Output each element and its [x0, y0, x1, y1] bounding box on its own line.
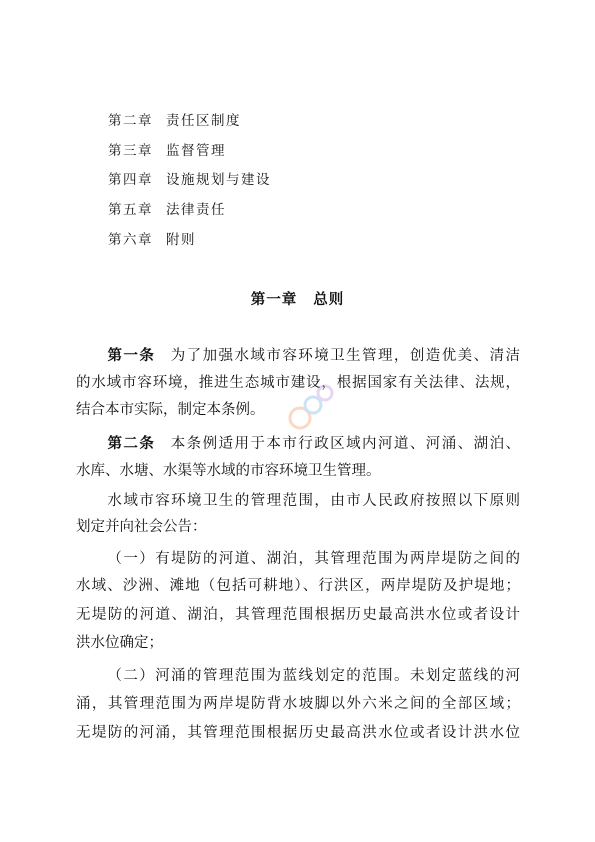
article-1-line-2: 的水域市容环境，推进生态城市建设，根据国家有关法律、法规，: [76, 375, 520, 391]
toc-chapter-title: 法律责任: [166, 202, 226, 218]
item-2-text: （二）河涌的管理范围为蓝线划定的范围。未划定蓝线的河: [106, 668, 520, 684]
scope-line-2: 划定并向社会公告：: [76, 519, 207, 535]
article-2-line-2: 水库、水塘、水渠等水域的市容环境卫生管理。: [76, 463, 381, 479]
item-2-line-3: 无堤防的河涌，其管理范围根据历史最高洪水位或者设计洪水位: [76, 725, 520, 741]
item-1-line-3: 无堤防的河道、湖泊，其管理范围根据历史最高洪水位或者设计: [76, 607, 520, 623]
toc-item-chapter-6: [108, 228, 196, 248]
item-2-line-1: [76, 666, 520, 686]
article-2-label: 第二条: [106, 436, 156, 452]
article-1-label: 第一条: [106, 348, 156, 364]
item-1-text: （一）有堤防的河道、湖泊，其管理范围为两岸堤防之间的: [106, 551, 520, 567]
toc-item-chapter-4: [108, 168, 271, 188]
toc-chapter-number: 第六章: [108, 232, 153, 248]
toc-chapter-number: 第五章: [108, 202, 153, 218]
item-1-line-1: [76, 549, 520, 569]
toc-chapter-number: 第四章: [108, 172, 153, 188]
scope-text: 水域市容环境卫生的管理范围，由市人民政府按照以下原则: [106, 493, 520, 509]
article-1-line-3: 结合本市实际，制定本条例。: [76, 402, 265, 418]
toc-chapter-number: 第三章: [108, 143, 153, 159]
toc-chapter-title: 责任区制度: [166, 113, 241, 129]
toc-item-chapter-2: [108, 109, 241, 129]
article-1-text: 为了加强水域市容环境卫生管理，创造优美、清洁: [169, 348, 520, 364]
toc-chapter-title: 设施规划与建设: [166, 172, 271, 188]
article-1-line-1: [76, 346, 520, 366]
toc-chapter-title: 监督管理: [166, 143, 226, 159]
article-2-line-1: [76, 434, 520, 454]
toc-chapter-number: 第二章: [108, 113, 153, 129]
chapter-heading: 第一章 总则: [250, 292, 345, 308]
scope-line-1: [76, 491, 520, 511]
item-1-line-4: 洪水位确定；: [76, 635, 163, 651]
article-2-text: 本条例适用于本市行政区域内河道、河涌、湖泊、: [169, 436, 520, 452]
toc-item-chapter-3: [108, 139, 226, 159]
item-1-line-2: 水域、沙洲、滩地（包括可耕地）、行洪区，两岸堤防及护堤地；: [76, 578, 520, 594]
toc-item-chapter-5: [108, 198, 226, 218]
item-2-line-2: 涌，其管理范围为两岸堤防背水坡脚以外六米之间的全部区域；: [76, 696, 520, 712]
toc-chapter-title: 附则: [166, 232, 196, 248]
